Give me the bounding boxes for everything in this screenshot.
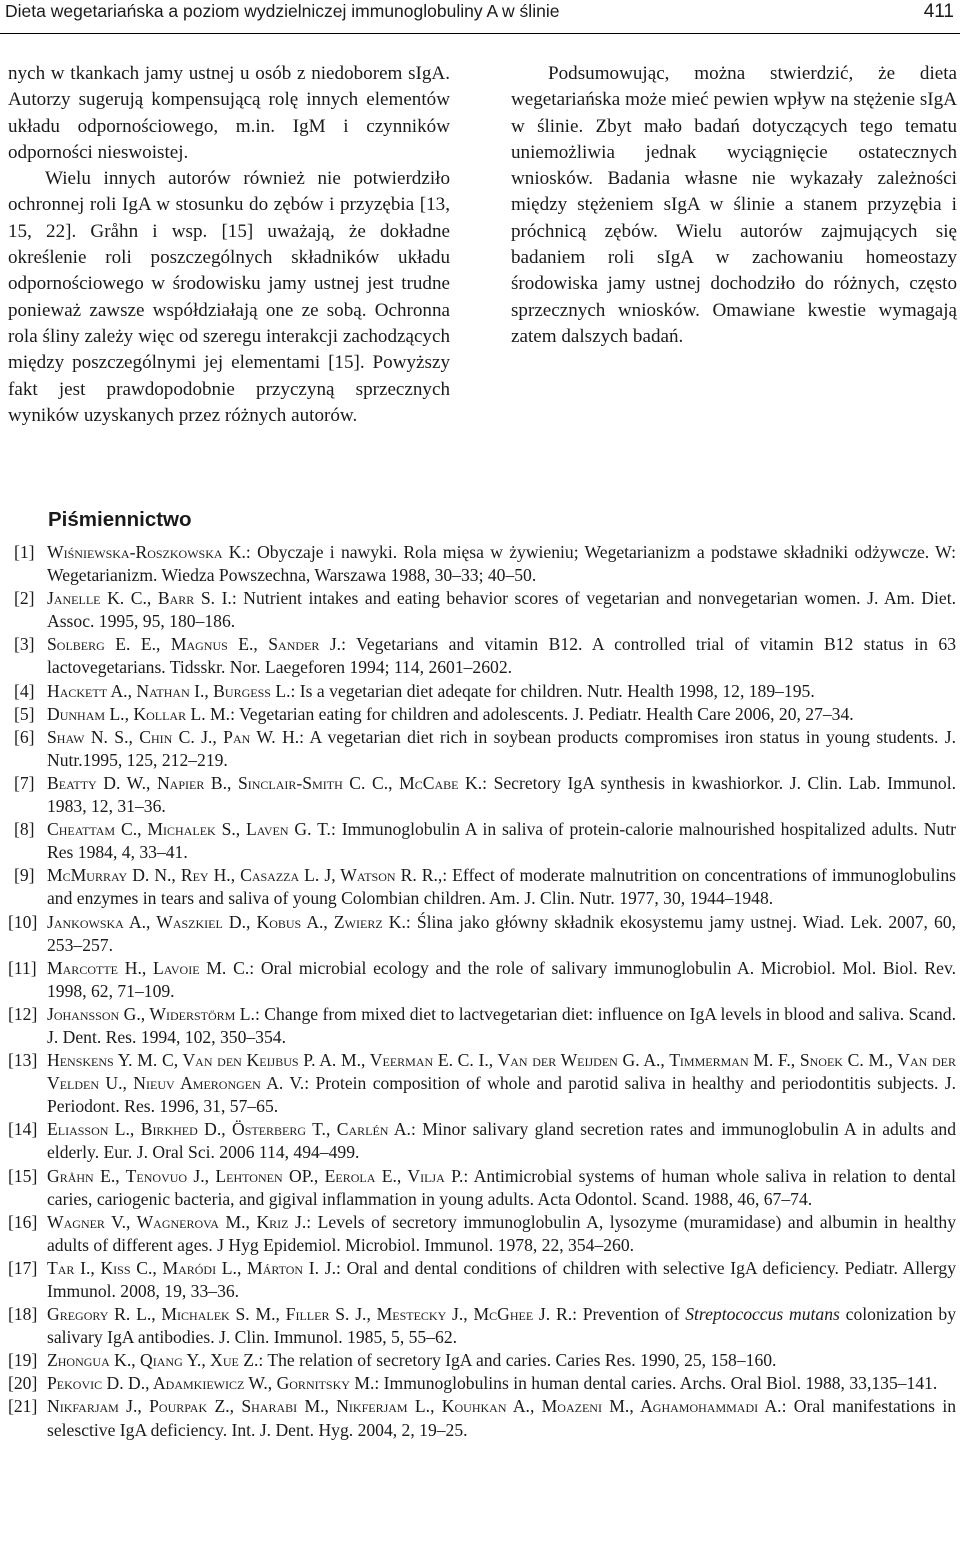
reference-item	[8, 726, 956, 772]
reference-authors: Jankowska A., Waszkiel D., Kobus A., Zwierz K.	[47, 911, 406, 932]
bibliography-heading: Piśmiennictwo	[48, 508, 192, 531]
reference-authors: Shaw N. S., Chin C. J., Pan W. H.	[47, 726, 300, 747]
paragraph: nych w tkankach jamy ustnej u osób z niedoborem sIgA. Autorzy sugerują kompensującą rolę innych elementów układu odpornościowego, m.in. IgM i czynników odporności nieswoistej.	[8, 63, 450, 163]
reference-details: : Protein composition of whole and parotid saliva in healthy and periodontitis subjects. J. Periodont. Res. 1996, 31, 57–65.	[47, 1073, 956, 1117]
reference-authors: Beatty D. W., Napier B., Sinclair-Smith C. C., McCabe K.	[47, 772, 483, 793]
reference-item	[8, 1211, 956, 1257]
reference-item	[8, 633, 956, 679]
reference-details: : Oral and dental conditions of children with selective IgA deficiency. Pediatr. Allergy Immunol. 2008, 19, 33–36.	[47, 1257, 956, 1301]
reference-number: [11]	[8, 957, 37, 978]
reference-details: : The relation of secretory IgA and caries. Caries Res. 1990, 25, 158–160.	[258, 1350, 777, 1371]
reference-number: [21]	[8, 1396, 38, 1417]
reference-item	[8, 1349, 956, 1372]
reference-species-name: Streptococcus mutans	[685, 1304, 840, 1325]
reference-number: [13]	[8, 1050, 38, 1071]
reference-number: [5]	[14, 703, 35, 724]
reference-details: : Is a vegetarian diet adeqate for children. Nutr. Health 1998, 12, 189–195.	[290, 680, 815, 701]
reference-number: [10]	[8, 911, 38, 932]
reference-number: [1]	[14, 542, 35, 562]
reference-number: [12]	[8, 1003, 38, 1024]
reference-details: : Immunoglobulins in human dental caries. Archs. Oral Biol. 1988, 33,135–141.	[374, 1373, 938, 1394]
reference-authors: Johansson G., Widerstörm L.	[47, 1003, 255, 1024]
reference-details: : Minor salivary gland secretion rates and immunoglobulin A in adults and elderly. Eur. J. Oral Sci. 2006 114, 494–499.	[47, 1119, 957, 1163]
reference-item	[8, 1257, 956, 1303]
reference-item	[8, 1303, 956, 1349]
reference-authors: Solberg E. E., Magnus E., Sander J.	[47, 634, 342, 655]
reference-details: : Nutrient intakes and eating behavior scores of vegetarian and nonvegetarian women. J. Am. Diet. Assoc. 1995, 95, 180–186.	[47, 588, 956, 632]
reference-number: [7]	[14, 772, 35, 793]
reference-details: : Change from mixed diet to lactvegetarian diet: influence on IgA levels in blood and saliva. Scand. J. Dent. Res. 1994, 102, 350–354.	[47, 1003, 956, 1047]
reference-number: [4]	[14, 680, 35, 701]
reference-item	[8, 864, 956, 910]
right-column	[511, 61, 957, 350]
reference-authors: Janelle K. C., Barr S. I.	[47, 588, 232, 609]
paragraph: Wielu innych autorów również nie potwierdziło ochronnej roli IgA w stosunku do zębów i przyzębia [13, 15, 22]. Gråhn i wsp. [15] uważają, że dokładne określenie roli poszczególnych składników układu odpornościowego w środowisku jamy ustnej jest trudne ponieważ zawsze współdziałają one ze sobą. Ochronna rola śliny zależy więc od szeregu interakcji zachodzących między poszczególnymi jej elementami [15]. Powyższy fakt jest prawdopodobnie przyczyną sprzecznych wyników uzyskanych przez różnych autorów.	[8, 168, 450, 426]
reference-item	[8, 1165, 956, 1211]
reference-details: : Antimicrobial systems of human whole saliva in relation to dental caries, cariogenic bacteria, and gigival inflammation in young adults. Acta Odontol. Scand. 1988, 46, 67–74.	[47, 1165, 956, 1209]
running-head	[0, 0, 960, 34]
reference-item	[8, 541, 956, 587]
reference-authors: Nikfarjam J., Pourpak Z., Sharabi M., Nikferjam L., Kouhkan A., Moazeni M., Aghamohammadi A.	[47, 1396, 782, 1417]
reference-number: [6]	[14, 726, 35, 747]
reference-item	[8, 1395, 956, 1441]
reference-authors: Marcotte H., Lavoie M. C.	[47, 957, 250, 978]
running-head-title: Dieta wegetariańska a poziom wydzielniczej immunoglobuliny A w ślinie	[5, 1, 560, 21]
reference-number: [2]	[14, 588, 35, 609]
reference-authors: Wiśniewska-Roszkowska K.	[47, 542, 246, 562]
reference-number: [20]	[8, 1373, 38, 1394]
reference-details: : Obyczaje i nawyki. Rola mięsa w żywieniu; Wegetarianizm a podstawe składniki odżywcze. W: Wegetarianizm. Wiedza Powszechna, Warszawa 1988, 30–33; 40–50.	[47, 542, 957, 586]
reference-item	[8, 680, 956, 703]
reference-details: : Oral manifestations in selesctive IgA deficiency. Int. J. Dent. Hyg. 2004, 2, 19–25.	[47, 1396, 957, 1440]
reference-authors: Dunham L., Kollar L. M.	[47, 703, 231, 724]
reference-authors: Henskens Y. M. C, Van den Keijbus P. A. M., Veerman E. C. I., Van der Weijden G. A., Timmerman M. F., Snoek C. M., Van der Velden U., Nieuv Amerongen A. V.	[47, 1050, 956, 1094]
reference-details: : Oral microbial ecology and the role of salivary immunoglobulin A. Microbiol. Mol. Biol. Rev. 1998, 62, 71–109.	[47, 957, 956, 1001]
reference-authors: McMurray D. N., Rey H., Casazza L. J, Watson R. R.	[47, 865, 438, 886]
reference-item	[8, 703, 956, 726]
reference-authors: Pekovic D. D., Adamkiewicz W., Gornitsky M.	[47, 1373, 375, 1394]
reference-authors: Gregory R. L., Michalek S. M., Filler S. J., Mestecky J., McGhee J. R.	[47, 1304, 573, 1325]
reference-authors: Tar I., Kiss C., Maródi L., Márton I. J.	[47, 1257, 336, 1278]
reference-details-continued: colonization by salivary IgA antibodies. J. Clin. Immunol. 1985, 5, 55–62.	[47, 1304, 956, 1348]
reference-number: [16]	[8, 1211, 38, 1232]
reference-details: : Immunoglobulin A in saliva of protein-calorie malnourished hospitalized adults. Nutr Res 1984, 4, 33–41.	[47, 819, 957, 863]
reference-details: : Ślina jako główny składnik ekosystemu jamy ustnej. Wiad. Lek. 2007, 60, 253–257.	[47, 911, 957, 955]
reference-list	[8, 541, 956, 1442]
reference-item	[8, 772, 956, 818]
reference-details: ,: Effect of moderate malnutrition on concentrations of immunoglobulins and enzymes in tears and saliva of young Colombian children. Am. J. Clin. Nutr. 1977, 30, 1944–1948.	[47, 865, 956, 909]
reference-item	[8, 1372, 956, 1395]
paragraph: Podsumowując, można stwierdzić, że dieta wegetariańska może mieć pewien wpływ na stężenie sIgA w ślinie. Zbyt mało badań dotyczących tego tematu uniemożliwia jednak wyciągnięcie ostatecznych wniosków. Badania własne nie wykazały zależności między stężeniem sIgA w ślinie a stanem przyzębia i próchnicą zębów. Wielu autorów zajmujących się badaniem roli sIgA w zachowaniu homeostazy środowiska jamy ustnej dochodziło do różnych, często sprzecznych wniosków. Omawiane kwestie wymagają zatem dalszych badań.	[511, 63, 957, 347]
reference-number: [17]	[8, 1257, 38, 1278]
reference-item	[8, 911, 956, 957]
reference-authors: Zhongua K., Qiang Y., Xue Z.	[47, 1350, 259, 1371]
reference-authors: Wagner V., Wagnerova M., Kriz J.	[47, 1211, 307, 1232]
reference-number: [9]	[14, 865, 35, 886]
reference-authors: Eliasson L., Birkhed D., Österberg T., Carlén A.	[47, 1119, 411, 1140]
reference-item	[8, 957, 956, 1003]
reference-number: [19]	[8, 1350, 38, 1371]
reference-number: [8]	[14, 819, 35, 840]
reference-details: : Secretory IgA synthesis in kwashiorkor. J. Clin. Lab. Immunol. 1983, 12, 31–36.	[47, 772, 957, 817]
reference-item	[8, 1118, 956, 1164]
reference-number: [3]	[14, 634, 35, 655]
reference-details: : A vegetarian diet rich in soybean products compromises iron status in young students. J. Nutr.1995, 125, 212–219.	[47, 726, 956, 770]
reference-authors: Gråhn E., Tenovuo J., Lehtonen OP., Eerola E., Vilja P.	[47, 1165, 464, 1186]
reference-details: : Levels of secretory immunoglobulin A, lysozyme (muramidase) and albumin in healthy adults of different ages. J Hyg Epidemiol. Microbiol. Immunol. 1978, 22, 354–260.	[47, 1211, 957, 1255]
page-number: 411	[923, 1, 954, 22]
reference-details: : Prevention of	[572, 1304, 686, 1325]
reference-details: : Vegetarian eating for children and adolescents. J. Pediatr. Health Care 2006, 20, 27–34.	[230, 703, 854, 724]
reference-item	[8, 818, 956, 864]
reference-item	[8, 1003, 956, 1049]
reference-item	[8, 1049, 956, 1118]
reference-number: [18]	[8, 1304, 38, 1325]
reference-details: : Vegetarians and vitamin B12. A controlled trial of vitamin B12 status in 63 lactovegetarians. Tidsskr. Nor. Laegeforen 1994; 114, 2601–2602.	[47, 634, 956, 678]
reference-authors: Cheattam C., Michalek S., Laven G. T.	[47, 819, 331, 840]
reference-item	[8, 587, 956, 633]
left-column	[8, 61, 450, 429]
reference-number: [15]	[8, 1165, 38, 1186]
reference-authors: Hackett A., Nathan I., Burgess L.	[47, 680, 291, 701]
reference-number: [14]	[8, 1119, 38, 1140]
